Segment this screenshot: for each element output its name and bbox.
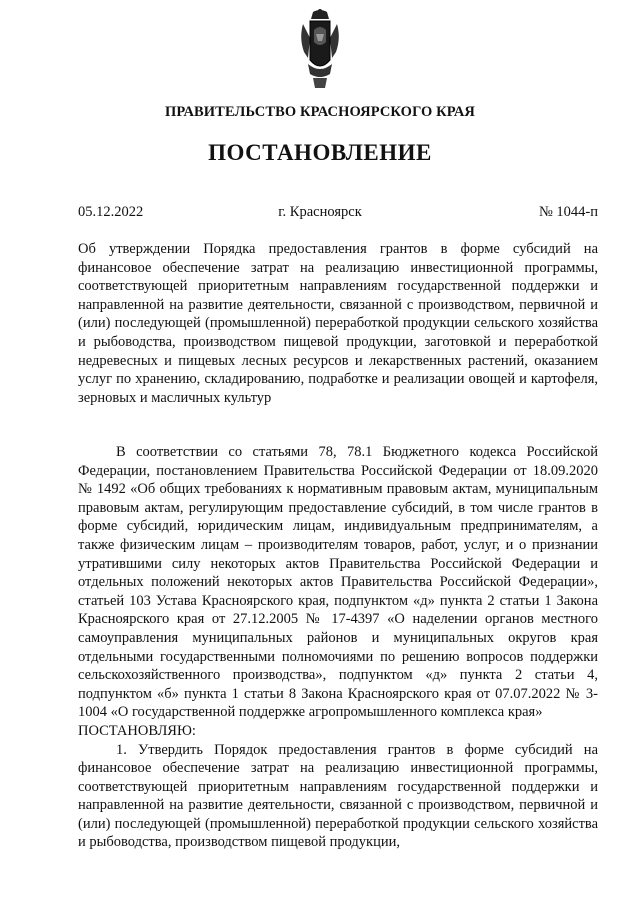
document-type-title: ПОСТАНОВЛЕНИЕ <box>208 140 432 165</box>
government-name: ПРАВИТЕЛЬСТВО КРАСНОЯРСКОГО КРАЯ <box>164 104 475 120</box>
item-1-paragraph: 1. Утвердить Порядок предоставления грантов в форме субсидий на финансовое обеспечение затрат на реализацию инвестиционной программы, соответствующей приоритетным направлениям государственной поддержки и направленной на развитие деятельности, связанной с производством, первичной и (или) последующей (промышленной) переработкой продукции сельского хозяйства и рыбоводства, производством пищевой продукции, <box>78 741 598 851</box>
document-city: г. Красноярск <box>278 204 362 220</box>
coat-of-arms-icon <box>299 8 341 90</box>
document-subject: Об утверждении Порядка предоставления грантов в форме субсидий на финансовое обеспечение затрат на реализацию инвестиционной программы, соответствующей приоритетным направлениям государственной поддержки и направленной на развитие деятельности, связанной с производством, первичной и (или) последующей (промышленной) переработкой продукции сельского хозяйства и рыбоводства, производством пищевой продукции, заготовкой и переработкой недревесных и пищевых лесных ресурсов и лекарственных растений, оказанием услуг по хранению, складированию, подработке и реализации овощей и картофеля, зерновых и масличных культур <box>78 241 598 406</box>
preamble-paragraph: В соответствии со статьями 78, 78.1 Бюджетного кодекса Российской Федерации, постановлением Правительства Российской Федерации от 18.09.2020 № 1492 «Об общих требованиях к нормативным правовым актам, муниципальным правовым актам, регулирующим предоставление субсидий, в том числе грантов в форме субсидий, юридическим лицам, индивидуальным предпринимателям, а также физическим лицам – производителям товаров, работ, услуг, и о признании утратившими силу некоторых актов Правительства Российской Федерации и отдельных положений некоторых актов Правительства Российской Федерации», статьей 103 Устава Красноярского края, подпунктом «д» пункта 2 статьи 1 Закона Красноярского края от 27.12.2005 № 17-4397 «О наделении органов местного самоуправления муниципальных районов и муниципальных округов края отдельными государственными полномочиями по решению вопросов поддержки сельскохозяйственного производства», подпунктом «д» пункта 2 статьи 4, подпунктом «б» пункта 1 статьи 8 Закона Красноярского края от 07.07.2022 № 3-1004 «О государственной поддержке агропромышленного комплекса края» <box>78 444 598 721</box>
document-body <box>78 443 598 852</box>
document-number: № 1044-п <box>538 204 598 220</box>
document-date: 05.12.2022 <box>78 204 144 220</box>
resolve-statement: ПОСТАНОВЛЯЮ: <box>78 722 196 739</box>
